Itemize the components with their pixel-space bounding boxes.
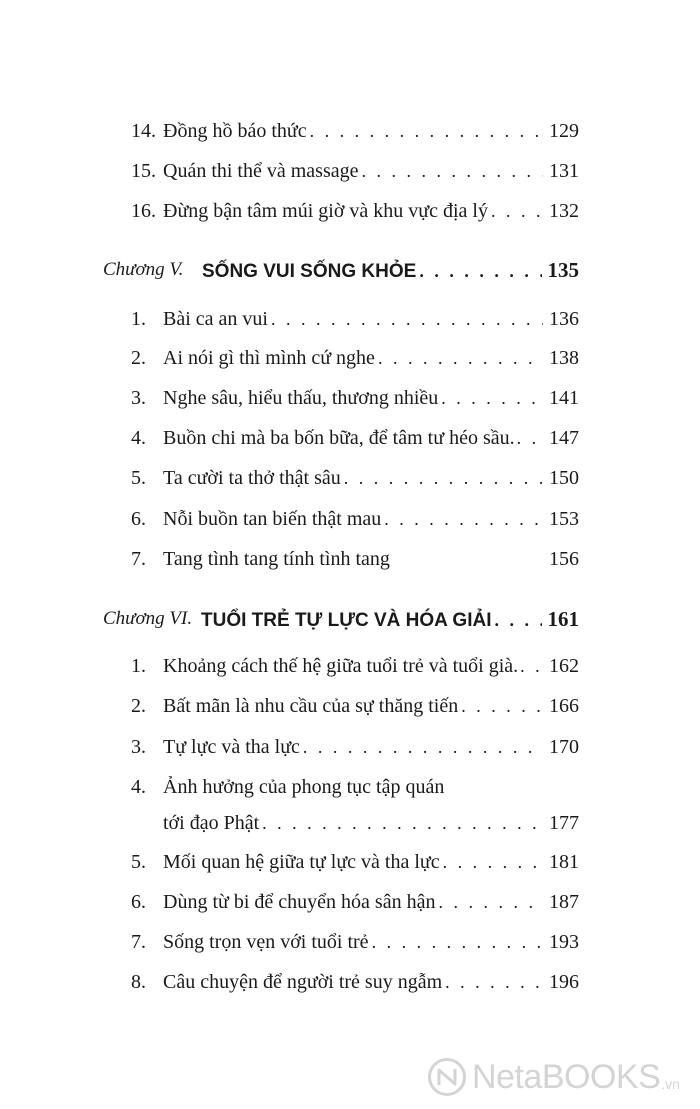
dot-leader bbox=[372, 922, 543, 962]
entry-page: 177 bbox=[549, 812, 579, 834]
entry-number: 15. bbox=[131, 160, 156, 182]
toc-entry bbox=[0, 646, 700, 686]
entry-number: 1. bbox=[131, 308, 146, 330]
toc-entry-continued bbox=[0, 803, 700, 843]
toc-entry bbox=[0, 418, 700, 458]
dot-leader bbox=[344, 458, 543, 498]
dot-leader bbox=[491, 191, 543, 231]
dot-leader bbox=[517, 418, 545, 458]
watermark bbox=[428, 1052, 700, 1102]
dot-leader bbox=[378, 338, 543, 378]
entry-title: Nghe sâu, hiểu thấu, thương nhiều bbox=[163, 387, 439, 409]
dot-leader bbox=[520, 646, 545, 686]
entry-number: 3. bbox=[131, 736, 146, 758]
dot-leader bbox=[441, 378, 543, 418]
chapter-heading bbox=[0, 250, 700, 290]
entry-number: 1. bbox=[131, 655, 146, 677]
toc-entry bbox=[0, 922, 700, 962]
chapter-title: SỐNG VUI SỐNG KHỎE bbox=[202, 261, 417, 282]
entry-number: 3. bbox=[131, 387, 146, 409]
toc-entry bbox=[0, 338, 700, 378]
chapter-heading bbox=[0, 599, 700, 639]
toc-entry bbox=[0, 539, 700, 579]
chapter-page: 161 bbox=[547, 607, 579, 631]
entry-page: 136 bbox=[549, 308, 579, 330]
entry-title: Mối quan hệ giữa tự lực và tha lực bbox=[163, 851, 440, 873]
dot-leader bbox=[419, 251, 541, 291]
toc-entry bbox=[0, 378, 700, 418]
dot-leader bbox=[443, 842, 543, 882]
dot-leader bbox=[494, 600, 541, 640]
dot-leader bbox=[438, 882, 543, 922]
dot-leader bbox=[384, 499, 543, 539]
entry-title: Bất mãn là nhu cầu của sự thăng tiến bbox=[163, 695, 459, 717]
entry-title-continued: tới đạo Phật bbox=[163, 812, 260, 834]
entry-title: Tự lực và tha lực bbox=[163, 736, 300, 758]
entry-title: Đừng bận tâm múi giờ và khu vực địa lý bbox=[163, 200, 488, 222]
entry-number: 8. bbox=[131, 971, 146, 993]
entry-number: 14. bbox=[131, 120, 156, 142]
entry-number: 6. bbox=[131, 508, 146, 530]
dot-leader bbox=[445, 962, 543, 1002]
entry-page: 141 bbox=[549, 387, 579, 409]
entry-title: Khoảng cách thế hệ giữa tuổi trẻ và tuổi già. bbox=[163, 655, 519, 677]
entry-title: Quán thi thể và massage bbox=[163, 160, 359, 182]
entry-page: 193 bbox=[549, 931, 579, 953]
entry-title: Ảnh hưởng của phong tục tập quán bbox=[163, 776, 445, 798]
watermark-brand: NetaBOOKS bbox=[472, 1057, 661, 1096]
entry-page: 132 bbox=[549, 200, 579, 222]
toc-entry bbox=[0, 962, 700, 1002]
entry-number: 7. bbox=[131, 931, 146, 953]
entry-number: 4. bbox=[131, 427, 146, 449]
entry-title: Ai nói gì thì mình cứ nghe bbox=[163, 347, 375, 369]
toc-entry bbox=[0, 458, 700, 498]
entry-page: 181 bbox=[549, 851, 579, 873]
toc-entry bbox=[0, 767, 700, 807]
entry-number: 4. bbox=[131, 776, 146, 798]
entry-title: Sống trọn vẹn với tuổi trẻ bbox=[163, 931, 369, 953]
entry-number: 16. bbox=[131, 200, 156, 222]
entry-page: 166 bbox=[549, 695, 579, 717]
toc-entry bbox=[0, 499, 700, 539]
entry-number: 6. bbox=[131, 891, 146, 913]
chapter-prefix: Chương V. bbox=[103, 259, 184, 280]
entry-page: 196 bbox=[549, 971, 579, 993]
netabooks-logo-icon bbox=[428, 1058, 466, 1096]
entry-page: 187 bbox=[549, 891, 579, 913]
dot-leader bbox=[461, 686, 543, 726]
toc-entry bbox=[0, 686, 700, 726]
entry-title: Đồng hồ báo thức bbox=[163, 120, 307, 142]
entry-page: 150 bbox=[549, 467, 579, 489]
entry-page: 162 bbox=[549, 655, 579, 677]
toc-entry bbox=[0, 299, 700, 339]
dot-leader bbox=[310, 111, 543, 151]
toc-entry bbox=[0, 191, 700, 231]
entry-number: 5. bbox=[131, 851, 146, 873]
toc-entry bbox=[0, 882, 700, 922]
chapter-title: TUỔI TRẺ TỰ LỰC VÀ HÓA GIẢI bbox=[201, 610, 492, 631]
entry-title: Bài ca an vui bbox=[163, 308, 268, 330]
toc-entry bbox=[0, 842, 700, 882]
entry-title: Câu chuyện để người trẻ suy ngẫm bbox=[163, 971, 443, 993]
entry-page: 129 bbox=[549, 120, 579, 142]
entry-title: Tang tình tang tính tình tang bbox=[163, 548, 390, 570]
dot-leader bbox=[362, 151, 544, 191]
toc-entry bbox=[0, 111, 700, 151]
entry-number: 5. bbox=[131, 467, 146, 489]
entry-number: 7. bbox=[131, 548, 146, 570]
entry-title: Nỗi buồn tan biến thật mau bbox=[163, 508, 382, 530]
entry-page: 153 bbox=[549, 508, 579, 530]
entry-page: 147 bbox=[549, 427, 579, 449]
entry-title: Buồn chi mà ba bốn bữa, để tâm tư héo sầu. bbox=[163, 427, 515, 449]
entry-page: 156 bbox=[549, 548, 579, 570]
entry-number: 2. bbox=[131, 347, 146, 369]
chapter-page: 135 bbox=[547, 258, 579, 282]
entry-number: 2. bbox=[131, 695, 146, 717]
entry-page: 131 bbox=[549, 160, 579, 182]
entry-page: 138 bbox=[549, 347, 579, 369]
dot-leader bbox=[303, 727, 543, 767]
entry-title: Ta cười ta thở thật sâu bbox=[163, 467, 341, 489]
toc-entry bbox=[0, 727, 700, 767]
toc-entry bbox=[0, 151, 700, 191]
watermark-suffix: .vn bbox=[661, 1076, 680, 1092]
dot-leader bbox=[271, 299, 543, 339]
dot-leader bbox=[262, 803, 543, 843]
entry-title: Dùng từ bi để chuyển hóa sân hận bbox=[163, 891, 436, 913]
chapter-prefix: Chương VI. bbox=[103, 608, 193, 629]
entry-page: 170 bbox=[549, 736, 579, 758]
